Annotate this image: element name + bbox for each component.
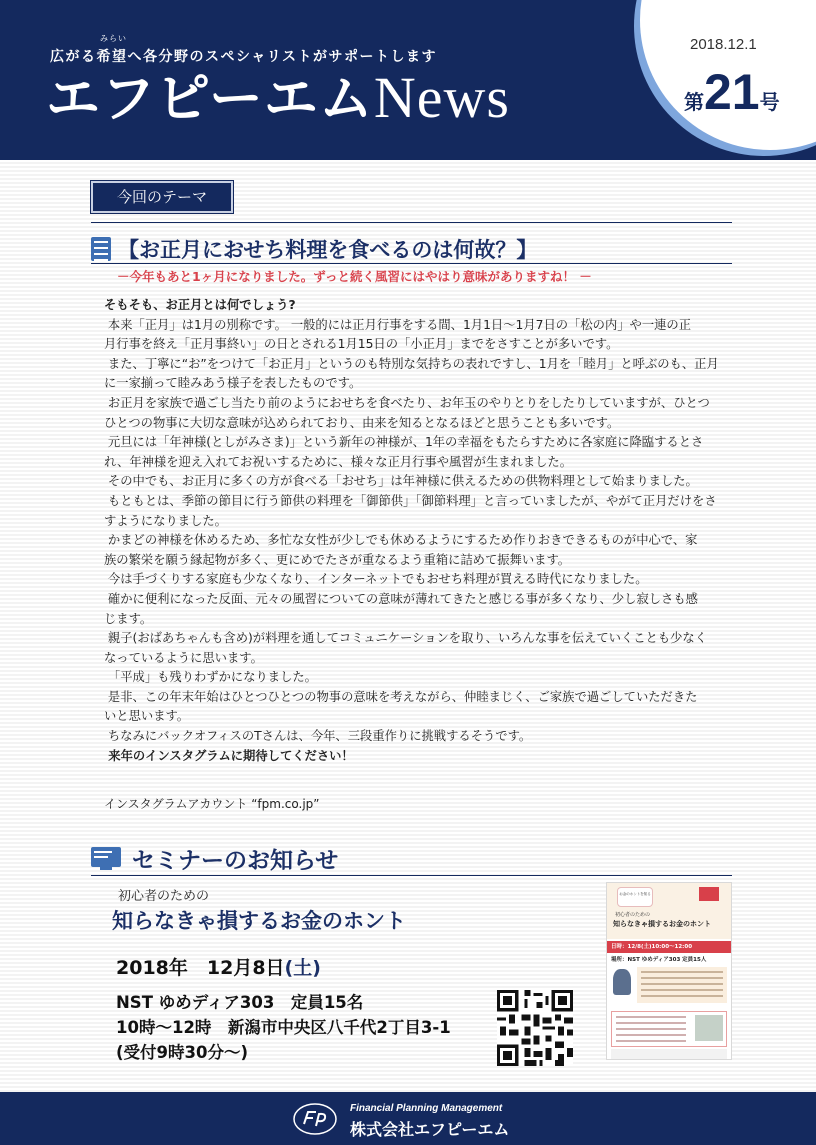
article-subtitle: －今年もあと1ヶ月になりました。ずっと続く風習にはやはり意味がありますね！ － [117, 269, 592, 284]
seminar-flyer[interactable] [606, 882, 732, 1060]
tagline: 広がる希望へ各分野のスペシャリストがサポートします [50, 49, 437, 65]
article-line: お正月を家族で過ごし当たり前のようにおせちを食べたり、お年玉のやりとりをしたりしていますが、ひとつ [107, 395, 710, 410]
flyer-header [607, 883, 731, 939]
seminar-date: 2018年 12月8日(土) [116, 957, 321, 979]
seminar-venue: NST ゆめディア303 定員15名 [116, 993, 364, 1012]
article-line: もともとは、季節の節目に行う節供の料理を「御節供」「御節料理」と言っていましたが、やがて正月だけをさ [107, 493, 717, 508]
article-line: に一家揃って睦みあう様子を表したものです。 [104, 376, 362, 391]
article-body [104, 296, 724, 766]
masthead [46, 66, 510, 131]
seminar-time-address: 10時～12時 新潟市中央区八千代2丁目3-1 [116, 1018, 451, 1037]
article-line: れ、年神様を迎え入れてお祝いするために、様々な正月行事や風習が生まれました。 [104, 454, 573, 469]
seminar-pre-title: 初心者のための [118, 889, 210, 904]
flyer-tag: お金のホントを知る [617, 887, 653, 907]
article-line: じます。 [104, 611, 153, 626]
flyer-date: 日時：12/8(土)10:00～12:00 [607, 941, 731, 953]
speaker-photo-icon [613, 969, 631, 995]
flyer-list-box [611, 1011, 727, 1047]
company-logo-icon [292, 1102, 338, 1136]
flyer-place: 場所：NST ゆめディア303 定員15人 [611, 957, 707, 963]
article-line: ちなみにバックオフィスのTさんは、今年、三段重作りに挑戦するそうです。 [107, 729, 532, 744]
divider [91, 263, 732, 264]
divider [91, 875, 732, 876]
issue-number [684, 66, 780, 118]
masthead-jp: エフピーエム [46, 67, 374, 130]
article-line: 確かに便利になった反面、元々の風習についての意味が薄れてきたと感じる事が多くなり、少し寂しさも感 [107, 591, 698, 606]
theme-tag: 今回のテーマ [91, 181, 233, 213]
flyer-footer [611, 1049, 727, 1060]
article-line: 来年のインスタグラムに期待してください！ [108, 748, 354, 763]
flyer-pre-title: 初心者のための [615, 912, 651, 918]
article-line: なっているように思います。 [104, 650, 263, 665]
article-line: その中でも、お正月に多くの方が食べる「おせち」は年神様に供えるための供物料理として始まりました。 [107, 474, 698, 489]
seminar-icon [90, 845, 122, 871]
flyer-photo-icon [695, 1015, 723, 1041]
article-line: 今は手づくりする家庭も少なくなり、インターネットでもおせち料理が買える時代になりました。 [107, 572, 648, 587]
article-line: 本来「正月」は1月の別称です。 一般的には正月行事をする間、1月1日～1月7日の「松の内」や一連の正 [107, 317, 692, 332]
article-line: 「平成」も残りわずかになりました。 [107, 670, 317, 685]
issue-suffix: 号 [759, 92, 780, 114]
seminar-info [116, 990, 451, 1065]
document-icon [91, 237, 111, 261]
flyer-logo-icon [699, 887, 719, 901]
article-line: 月行事を終え「正月事終い」の日とされる1月15日の「小正月」までをさすことが多いです。 [104, 337, 619, 352]
issue-prefix: 第 [684, 92, 704, 114]
ruby-annotation: みらい [100, 34, 127, 43]
article-line: そもそも、お正月とは何でしょう? [104, 298, 296, 312]
article-line: また、丁寧に“お”をつけて「お正月」というのも特別な気持ちの表れですし、1月を「睦月」と呼ぶのも、正月 [107, 356, 719, 371]
article-line: かまどの神様を休めるため、多忙な女性が少しでも休めるようにするため作りおきできるものが中心で、家 [107, 533, 698, 548]
flyer-text-box [637, 967, 727, 1003]
qr-code-icon[interactable] [497, 990, 573, 1066]
article-line: ひとつの物事に大切な意味が込められており、由来を知るとなるほどと思うことも多いです。 [104, 415, 620, 430]
article-line: 親子(おばあちゃんも含め)が料理を通してコミュニケーションを取り、いろんな事を伝えていくことも少なく [107, 631, 708, 646]
company-name-en: Financial Planning Management [350, 1103, 503, 1114]
article-line: 元旦には「年神様(としがみさま)」という新年の神様が、1年の幸福をもたらすために各家庭に降臨するとさ [107, 435, 704, 450]
issue-date: 2018.12.1 [690, 36, 757, 53]
issue-num: 21 [704, 64, 760, 120]
masthead-en: News [373, 65, 510, 130]
article-line: すようになりました。 [104, 513, 227, 528]
seminar-title: 知らなきゃ損するお金のホント [112, 909, 406, 933]
article-line: 是非、この年末年始はひとつひとつの物事の意味を考えながら、仲睦まじく、ご家族で過ごしていただきた [107, 689, 698, 704]
seminar-weekday: (土) [284, 957, 321, 979]
seminar-reception: (受付9時30分～) [116, 1043, 249, 1062]
flyer-title: 知らなきゃ損するお金のホント [613, 920, 711, 928]
divider [91, 222, 732, 223]
article-line: いと思います。 [104, 709, 190, 724]
flyer-middle [607, 965, 731, 1009]
seminar-heading: セミナーのお知らせ [132, 848, 339, 874]
article-line: 族の繁栄を願う縁起物が多く、更にめでたさが重なるよう重箱に詰めて振舞います。 [104, 552, 571, 567]
company-name-jp: 株式会社エフピーエム [350, 1120, 510, 1139]
instagram-account: インスタグラムアカウント “fpm.co.jp” [104, 797, 320, 811]
article-title: 【お正月におせち料理を食べるのは何故？】 [118, 238, 538, 262]
